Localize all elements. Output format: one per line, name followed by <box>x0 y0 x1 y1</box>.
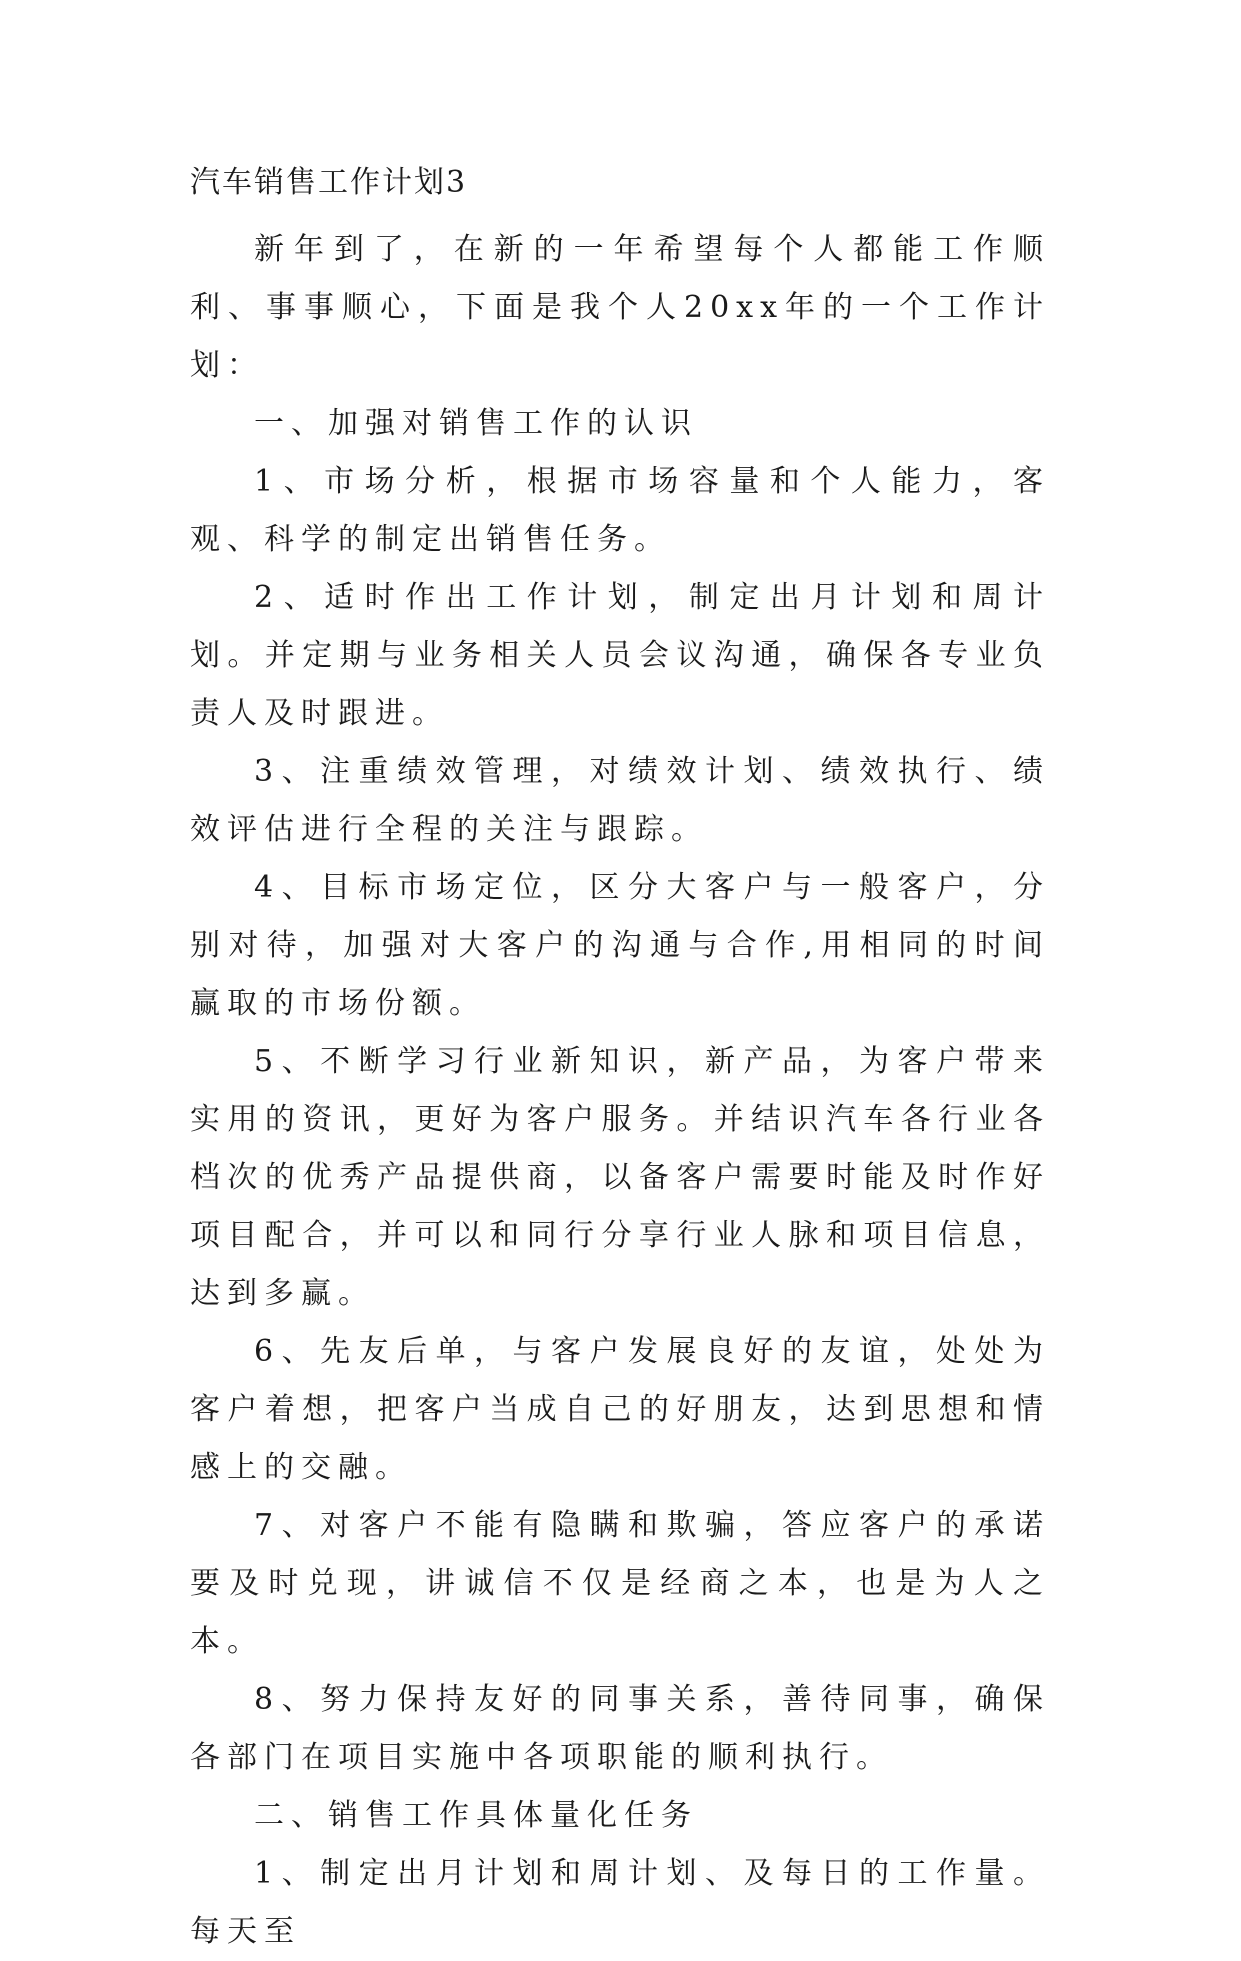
paragraph: 5、不断学习行业新知识，新产品，为客户带来实用的资讯，更好为客户服务。并结识汽车各行业各档次的优秀产品提供商，以备客户需要时能及时作好项目配合，并可以和同行分享行业人脉和项目信息，达到多赢。 <box>190 1044 1050 1311</box>
section-heading: 一、加强对销售工作的认识 <box>254 406 698 441</box>
paragraph: 2、适时作出工作计划，制定出月计划和周计划。并定期与业务相关人员会议沟通，确保各专业负责人及时跟进。 <box>190 580 1050 731</box>
paragraph: 4、目标市场定位，区分大客户与一般客户，分别对待，加强对大客户的沟通与合作,用相同的时间赢取的市场份额。 <box>190 870 1050 1021</box>
paragraph: 7、对客户不能有隐瞒和欺骗，答应客户的承诺要及时兑现，讲诚信不仅是经商之本，也是为人之本。 <box>190 1508 1050 1659</box>
section-heading: 二、销售工作具体量化任务 <box>254 1798 698 1833</box>
paragraph: 3、注重绩效管理，对绩效计划、绩效执行、绩效评估进行全程的关注与跟踪。 <box>190 754 1050 847</box>
paragraph: 1、制定出月计划和周计划、及每日的工作量。每天至 <box>190 1856 1050 1949</box>
paragraph: 新年到了，在新的一年希望每个人都能工作顺利、事事顺心，下面是我个人20xx年的一个工作计划： <box>190 232 1050 383</box>
paragraph: 8、努力保持友好的同事关系，善待同事，确保各部门在项目实施中各项职能的顺利执行。 <box>190 1682 1050 1775</box>
paragraph: 1、市场分析，根据市场容量和个人能力，客观、科学的制定出销售任务。 <box>190 464 1050 557</box>
paragraph: 6、先友后单，与客户发展良好的友谊，处处为客户着想，把客户当成自己的好朋友，达到思想和情感上的交融。 <box>190 1334 1050 1485</box>
document-page <box>190 163 1050 1961</box>
document-title: 汽车销售工作计划3 <box>190 165 468 200</box>
